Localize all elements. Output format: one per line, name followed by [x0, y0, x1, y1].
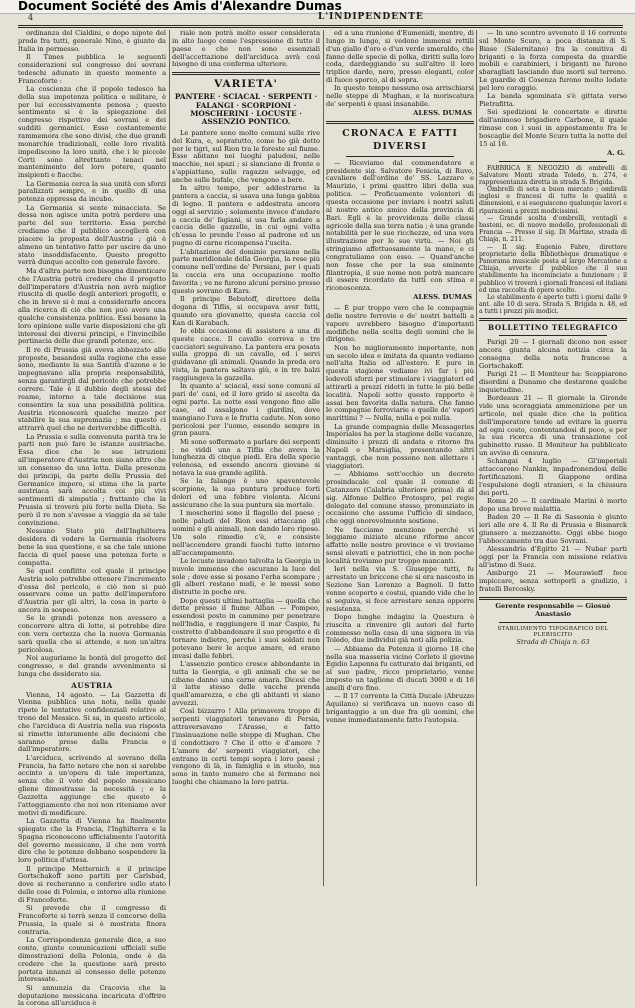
paragraph: Se le grandi potenze non avessero a concorrere altra di lotte, si potrebbe dire con vera certezza che la nuova Germania sarà quella che si attende, e non un'altra pericolosa. — [18, 614, 166, 654]
paragraph: In altro tempo, per addestrarne la pantera a caccia, si usava una lunga gabbia di legno. Il pantera e addestrata ancora oggi al servizio ; solamente invece d'andare a caccia de' fagiani, si usa farla andare a caccia delle gazzelle, in cui ogni volta ch'essa lo prende l'osso al padrone ed un pugno di carne ricompensa l'uscita. — [172, 184, 320, 248]
paragraph: In quanto a' sciacal, essi sono comuni al pari de' cani, ed il loro grido si ascolta da ogni parte. La notte essi vengono fino alle case, ed assalgono i giardini, dove mangiano l'uva e le frutta cadute. Non sono pericolosi per l'uomo, essendo sempre in gran paura. — [172, 382, 320, 438]
paragraph: Alessandria d'Egitto 21 — Nubar parti oggi per la Francia con missione relativa all'istmo di Suez. — [479, 545, 627, 569]
paragraph: ordinanza del Cialdini, e dopo nipote del prode fra tutti, generale Nino, è giunto da Italia in permesso. — [18, 29, 166, 53]
paragraph: riale non potrà molto esser considerata in alto luogo come l'espressione di tutto il paese e che non sono essenziali dell'accettazione dell'arciduca avrà così bisogno di una conferma ulteriore. — [172, 29, 320, 69]
paragraph: — È pur troppo vero che le compagnie delle nostre ferrovie e de' nostri battelli a vapore avrebbero bisogno d'importanti modifiche nella scelta degli uomini che le dirigono. — [326, 303, 474, 344]
paragraph: In questo tempo nessuno osa arrischiarsi nelle steppe di Mughan, e la moriscatura de' serpenti è quasi insanabile. — [326, 84, 474, 109]
paragraph: Parigi 20 — I giornali dicono non esser ancora giunta alcuna notizia circa la consegna della nota francese a Gortschakoff. — [479, 338, 627, 370]
paragraph: Nessuno Stato più dell'Inghilterra desidera di vedere la Germania risolvere bene la sua questione, e sa che tale unione faccia di quel paese una potenza forte e compatta. — [18, 527, 166, 567]
paragraph: Ieri nella via S. Giuseppe tutti, fu arrestato un briccone che si era nascosto in Sezione San Lorenzo a Bagnoli. Il fatto venne scoperto e costui, quando vide che lo si seguiva, si fece arrestare senza opporre resistenza. — [326, 565, 474, 613]
paragraph: Il principe Bebutoff, direttore della dogana di Tiflis, si occupava aver fatti, quando era giovanetto, questa caccia col Kan di Karabach. — [172, 295, 320, 327]
paragraph: — Il sig. Eugenio Fabre, direttore proprietario della Bibliothèque dramatique e Panorama musicale posta al largo Mercatone a Chiaja, avverte il pubblico che il suo stabilimento ha incominciato a funzionare ; il pubblico vi troverà i giornali francesi ed italiani ed una raccolta di opere scelte. — [479, 244, 627, 294]
col4-telegraph — [479, 339, 627, 594]
footer-divider — [479, 597, 627, 600]
col3-chronicle — [326, 160, 474, 293]
telegraph-heading: BOLLETTINO TELEGRAFICO — [488, 323, 618, 333]
footer-printer: STABILIMENTO TIPOGRAFICO DEL PLEBISCITO — [497, 625, 609, 638]
column-1 — [18, 29, 166, 1008]
paragraph: Roma 20 — Il cardinale Marini è morto dopo una breve malattia. — [479, 497, 627, 514]
paragraph: — In uno scontro avvenuto il 16 corrente sul Monte Scuro, a poca distanza di S. Biase (Salernitano) fra la comitiva di briganti e la forza composta da guardie mobili e carabinieri, i briganti ne furono sbaragliati lasciando due morti sul terreno. Le guardie di Cosenza furono molto lodate pel loro coraggio. — [479, 29, 627, 92]
col2-feuilleton — [172, 130, 320, 708]
paragraph: — Grande scelta d'ombrelli, ventagli e bastoni, ec. di nuovo modello, professionali di Francia — Presso il sig. Di Martino, strada di Chiaja, n. 211. — [479, 215, 627, 244]
paragraph: La Prussia e sulla convenuta parità tra le parti non può fare le istanze austriache. Essa dice che le sue istruzioni all'imperatore d'Austria non siano altro che un consenso da una lotta. Dalla presenza dei principi, da parte della Prussia del Germanico impero, si stima che la parte austriaca sarà accolta coi più vivi sentimenti di simpatia ; frattanto che la Prussia si troverà più forte nella Dieta. Se però il re non s'avesse a viaggio da sé tale convinzione. — [18, 432, 166, 527]
paragraph: Ne facciamo menzione perché vi leggiamo iniziate alcune riforme ancor affatto nelle nostre province e vi troviamo sensi elevati e patriottici, che in non poche località troviamo pur troppo mancanti. — [326, 525, 474, 565]
paragraph: Io ebbi occasione di assistere a una di queste cacce. Il cavallo correva e tre cacciatori seguivano. La pantera era posata sulla groppa di un cavallo, ed i servi guidavano gli animali. Quando la preda era vista, la pantera saltava giù, e in tre balzi raggiungeva la gazzella. — [172, 326, 320, 382]
feuilleton-subheading: PANTERE · SCIACAL · SERPENTI · FALANGI · SCORPIONI · MOSCHERINI · LOCUSTE · ASSENZIO PONTICO. — [174, 92, 318, 127]
signature: ALESS. DUMAS — [413, 293, 472, 302]
paragraph: Bordeaux 21 — Il giornale la Gironde vide una scoraggiata ammonizione per un articolo, nel quale dice che la politica dell'imperatore tende ad evitare la guerra ad ogni costo, contentandosi di poco, e per la sua ricerca di una transazione col gabinetto russo. Il Moniteur ha pubblicato un avviso di censura. — [479, 394, 627, 458]
paragraph: La Corrispondenza generale dice, a suo conto, giunte comunicazioni ufficiali sulle dimostrazioni della Polonia, onde è da credere che la questione sarà presto portata innanzi al consesso delle potenze interessate. — [18, 936, 166, 984]
paragraph: La banda sgominata s'è gittata verso Pietrafitta. — [479, 92, 627, 109]
paragraph: Se quel conflitto col quale il principe Austria solo potrebbe ottenere l'incremento d'essa del pericolo, e ciò non si può osservare come un patto dell'imperatore d'Austria per gli altri, la cosa in parte è ancora in sospeso. — [18, 566, 166, 615]
paragraph: L'arciduca, scrivendo al sovrano della Francia, ha fatto notare che non si sarebbe accinto a un'opera di tale importanza, senza che il voto del popolo messicano gliene dimostrasse la necessità ; e la Gazzetta aggiunge che questo è l'atteggiamento che noi non riteniamo aver motivi di modificare. — [18, 753, 166, 817]
col3-top — [326, 30, 474, 109]
paragraph: Vienna, 14 agosto. — La Gazzetta di Vienna pubblica una nota, nella quale ripete le tentative confidenziali relative al trono del Messico. Si sa, in questo articolo, che l'arciduca di Austria nella sua risposta si rimette interamente alle decisioni che saranno prese dalla Francia e dall'imperatore. — [18, 690, 166, 754]
column-divider — [323, 30, 324, 886]
paragraph: Noi auguriamo la bontà del progetto del congresso, e del grande avvenimento sì lunga che desiderato sia. — [18, 654, 166, 678]
paragraph: Dopo questi ultimi battaglia — quella che dette presso il fiume Alban — Pompeo, essendosi posto in cammino per penetrare nell'India, e raggiungere il mar Caspio, fu costretto d'abbandonare il suo progetto e di tornare indietro, perché i suoi soldati non potevano bere le acque amare, ed erano invasi dalle febbri. — [172, 596, 320, 660]
paragraph: L'abitazione del dominio persiano nella parte meridionale della Georgia, la rese più comune nell'ordine de' Persiani, per i quali la caccia era una occupazione molto favorita ; ve ne furono alcuni persino presso questo sovrano di Kars. — [172, 247, 320, 295]
masthead: L'INDIPENDENTE — [318, 12, 424, 22]
col4-notices — [479, 165, 627, 316]
paragraph: I moscherini sono il flagello del paese ; nelle paludi del Rion essi attaccano gli uomini e gli animali, non dando loro riposo. Un solo rimedio c'è, e consiste nell'accendere grandi fuochi tutto intorno all'accampamento. — [172, 509, 320, 557]
column-2 — [172, 30, 320, 886]
paragraph: Si prevede che il congresso di Francoforte si terrà senza il concorso della Prussia, la quale si è mostrata finora contraria. — [18, 904, 166, 936]
paragraph: ed a una riunione d'Eumenidi, mentre, di lungo in lungo, si vedono immensi rettili d'un giallo d'oro e d'un verde smeraldo, che fanno delle specie di polka, diritti sulla loro coda, dardeggiando su sull'altro il loro triplice dardo, nero, presso eleganti, color di fuoco sporco, al di sopra. — [326, 29, 474, 85]
feuilleton-heading: VARIETA' — [214, 78, 278, 91]
paragraph: Il principe Metternich e il principe Gortschakoff sono partiti per Carlsbad, dove si recheranno a conferire sullo stato delle cose di Polonia, e intorno alla riunione di Francoforte. — [18, 864, 166, 904]
paragraph: — Abbiamo sott'occhio un decreto prosindacale col quale il comune di Catanzaro (Calabria ulteriore prima) dà al sig. Alfonso Delfico Protospro, pel regio delegato del comune stesso, pronunziato in occasione che assume l'ufficio di sindaco, che oggi onorevolmente sostiene. — [326, 470, 474, 526]
section-divider — [499, 161, 607, 162]
paragraph: FABBRICA E NEGOZIO di ombrelli di Salvatore Monti strada Toledo, n. 274, e rappresentanza diretta in strada S. Brigida. — [479, 164, 627, 186]
footer-rule — [499, 622, 607, 623]
signature: ALESS. DUMAS — [413, 108, 472, 117]
paragraph: Ma d'altra parte non bisogna dimenticare che l'Austria potrà credere che il progetto dell'imperatore d'Austria non avrà miglior riuscita di quelle degli anteriori progetti, e che in breve si è mai a considerarlo ancora alla ricerca di ciò che non può avere una qualche consistenza politica. Essi basano la loro opinione sulle varie disposizioni che gli interessi dei diversi principi, e l'invincibile pertinacia delle due grandi potenze, ecc. — [18, 266, 166, 346]
col3-italian — [326, 305, 474, 725]
paragraph: Le locuste invadono talvolta la Georgia in nuvole immense che oscurano la luce del sole ; dove esse si posano l'erba scompare ; gli alberi restano nudi, e le messi sono distrutte in poche ore. — [172, 556, 320, 597]
paragraph: L'assenzio pontico cresce abbondante in tutta la Georgia, e gli animali che se ne cibano danno una carne amara. Dicesi che il latte stesso delle vacche prenda quell'amarezza, e che gli abitanti vi siano avvezzi. — [172, 659, 320, 708]
paragraph: Le pantere sono molto comuni sulle rive del Kura, e, sopratutto, come ho già detto per le tigri, sul Rion tra le foreste sul fiume. Esse abitano nei luoghi paludosi, nelle macchie, nei spazi ; si slanciano di fronte e s'appiattano, sulle ragazze selvagge, ed anche sulle bufale, che vengono a bere. — [172, 128, 320, 184]
signature: A. G. — [607, 148, 625, 157]
col2-top — [172, 30, 320, 69]
column-3 — [326, 30, 474, 886]
header-rule-2 — [18, 27, 623, 28]
header-rule — [18, 25, 623, 26]
paragraph: — Abbiamo da Potenza il giorno 18 che nella sua masseria vicino Corleto il giovine Egidio Lapenna fu catturato dai briganti, ed al suo padre, ricco proprietario, venne imposto un taglione di ducati 3000 e di 16 anelli d'oro fino. — [326, 644, 474, 692]
paragraph: Amburgo 21 — Mourawieff fece impiccare, senza sottoporli a giudizio, i fratelli Bercosky. — [479, 569, 627, 593]
paragraph: — Il 17 corrente la Città Ducale (Abruzzo Aquilano) si verificava un nuovo caso di brigantaggio a un due fra gli uomini, che venne immediatamente fatto l'autopsia. — [326, 692, 474, 724]
paragraph: Si annunzia da Cracovia che la deputazione messicana incaricata d'offrire la corona all'arciduca è — [18, 983, 166, 1008]
section-divider — [326, 121, 474, 124]
column-divider — [169, 30, 170, 886]
chronicle-heading: CRONACA E FATTI DIVERSI — [342, 127, 458, 152]
paragraph: La grande compagnia delle Messageries Impériales ha per la stagione delle vacanze, diminuito i prezzi di andata e ritorno fra Napoli e Marsiglia, presentando altri vantaggi, che non possono non allettare i viaggiatori. — [326, 422, 474, 470]
paragraph: Dopo lunghe indagini la Questura è riuscita a rinvenire gli autori del furto commesso nella casa di una signora in via Toledo, due individui già noti alla polizia. — [326, 612, 474, 645]
footer-manager: Gerente responsabile — Giosuè Anastasio — [495, 601, 611, 618]
paragraph: Schangai 4 luglio — Gl'imperiali attaccarono Nankin, impadronendosi delle fortificazioni. Il Giappone ordina l'espulsione degli stranieri, e la chiusura dei porti. — [479, 457, 627, 497]
paragraph: Lo stabilimento è aperto tutti i giorni dalle 9 ant. alle 10 di sera. Strada S. Brigida n. 48, ed a tutti i prezzi più modici. — [479, 294, 627, 316]
paragraph: Mi sono soffermato a parlare dei serpenti ; ne viddi uno a Tiflis che aveva la lunghezza di cinque piedi. Era della specie velenosa, ed essendo ancora giovane si notava la sua grande agilità. — [172, 437, 320, 478]
paragraph: La Germania si sente minacciata. Se dessa non agisce unita potrà perdere una parte del suo territorio. Essa perché crediamo che il pubblico accoglierà con piacere la proposta dell'Austria ; già è almeno un tentativo fatto per uscire da uno stato insoddisfacente. Questo progetto verrà dunque accolto con generale favore. — [18, 203, 166, 267]
paragraph: Sei spedizioni le concertate e dirette dall'animoso brigadiere Carbone, il quale rimase con i suoi in appostamento fra le boscaglie del Monte Scuro tutta la notte del 15 al 16. — [479, 108, 627, 148]
heading-rule — [499, 335, 607, 336]
col1-austria-paragraphs — [18, 692, 166, 1008]
paragraph: Il re di Prussia già aveva abbozzato alle proposte, basandosi sulla ragione che esse sono, mediante la sua Santità d'azone e le impegnavano alla propria responsabilità, senza garantirgli dal pericolo che potrebbe correre. Tale è il dubbio degli stessi del reame, intorno a tale decisione sua consentire la sua una possibilità politica. Austria riconoscerà qualche mezzo per stabilire la sua supremazia ; ma questo ci attrarrà quel che ne deriverebbe difficoltà. — [18, 345, 166, 433]
column-divider — [476, 30, 477, 886]
paragraph: Ombrelli di seta a buon mercato ; ombrelli inglesi e francesi di tutte le qualità e dimensioni, e si eseguiscono qualunque lavori e riparazioni a prezzi modicissimi. — [479, 186, 627, 215]
section-divider — [172, 72, 320, 75]
paragraph: La coscienza che il popolo tedesco ha della sua impotenza politica e militare, è per lui eccessivamente penosa ; questo sentimento si è la spiegazione del congresso rispettivo dei sovrani e dei sudditi germanici. Esso costantemente rammemora che sono divisi, che due grandi monarchie tradizionali, colle loro rivalità impediscono la loro unità, che i le piccole Corti sono altrettanto tenaci nel mantenimento del loro potere, quanto insipienti e fiacche. — [18, 84, 166, 180]
paragraph: Il Times pubblica le seguenti considerazioni sul congresso dei sovrani tedeschi adunato in questo momento a Francoforte : — [18, 53, 166, 85]
page-number: 4 — [28, 13, 34, 22]
paragraph: La Gazzetta di Vienna ha finalmente spiegato che la Francia, l'Inghilterra e la Spagna riconoscono ufficialmente l'autorità del governo messicano, il che non vorrà dire che le potenze debbano sospendere la loro politica d'attesa. — [18, 817, 166, 865]
footer-address: Strada di Chiaja n. 63 — [516, 637, 590, 646]
section-divider — [479, 318, 627, 321]
document-title: Document Société des Amis d'Alexandre Dumas — [18, 0, 342, 13]
paragraph: La Germania cerca la sua unità con sforzi paralizzati sempre, e in quello di una potenza oppressa da incubo. — [18, 179, 166, 204]
col2-closing: Così bizzarro ! Alla primavera troppo di serpenti viaggiatori tenevano di Persia, attraversavano l'Arasse, e fatto l'insinuazione nelle steppe di Mughan. Che il condottiero ? Che il otto e d'amore ? L'amore de' serpenti viaggiatori, che entrano in certi tempi sopra i loro paesi ; vengono di là, in famiglia e in stuolo, ma sono in tanto numero che si fermano nei luoghi che chiamano la loro patria. — [172, 707, 320, 787]
paragraph: Baden 20 — Il Re di Sassonia è giunto ieri alle ore 4. Il Re di Prussia e Bismarck giunsero a mezzanotte. Oggi ebbe luogo l'abboccamento tra due Sovrani. — [479, 513, 627, 545]
paragraph: Parigi 21 — Il Moniteur ha: Scoppiarono disordini a Dunamo che destarono qualche inquietudine. — [479, 370, 627, 394]
col4-top — [479, 30, 627, 149]
col1-paragraphs — [18, 30, 166, 679]
austria-heading: AUSTRIA — [71, 680, 113, 690]
column-4 — [479, 30, 627, 886]
paragraph: — Riceviamo dal commendatore e presidente sig. Salvatore Fenicia, di Ruvo, cavaliere dell'ordine de' SS. Lazzaro e Maurizio, i primi quattro libri della sua politica. — Proficuamente volenteri di questa occasione per inviare i nostri saluti al nostro antico amico della provincia di Bari. Egli è la provvidenza delle classi agricole della sua terra natia ; è una grande notabilità per le sue ricchezze, ed una vera illustrazione per le sue virtù. — Noi gli stringiamo affettuosamente la mano, e ci congratuliamo con esso. — Quand'anche non fosse che per la sua eminente filantropia, il suo nome non potrà mancare di essere ricordato da tutti con stima e riconoscenza. — [326, 158, 474, 293]
paragraph: Non ho miglioramento importante, non un secolo idea e imitata da quanto vediamo nell'alta Italia ed all'estero. E pure in questa stagione vediamo ivi far i più lodevoli sforzi per stimolare i viaggiatori ed attirarli a prezzi ridotti in tutte le più belle località. Napoli sotto questo rapporto è assai ben favorita dalla natura. Che fanno le compagnie ferroviarie e quelle de' vapori marittimi ? — Nulla, nulla e poi nulla. — [326, 343, 474, 423]
heading-rule — [346, 156, 454, 157]
paragraph: Se la falange è uno spaventevole scorpione, la sua puntura produce forti dolori ed una febbre violenta. Alcuni assicurano che la sua puntura sia mortale. — [172, 477, 320, 509]
